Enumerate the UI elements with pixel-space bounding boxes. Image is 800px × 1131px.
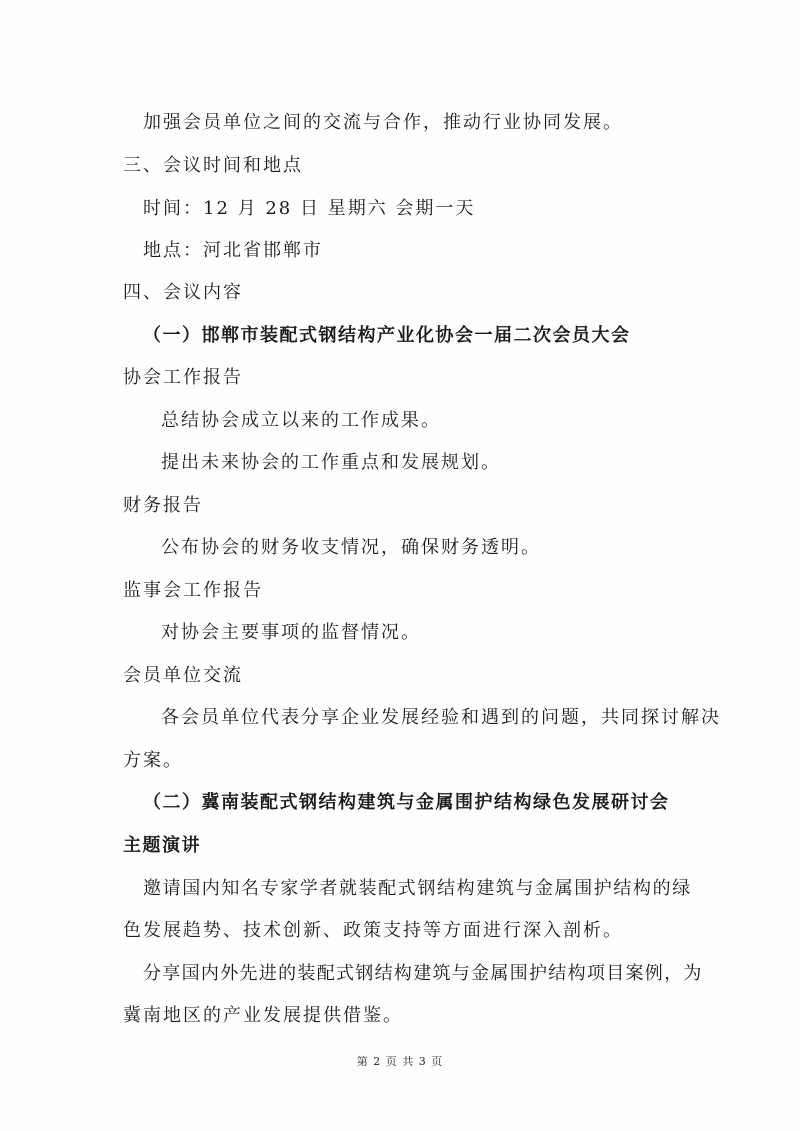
paragraph-line: 各会员单位代表分享企业发展经验和遇到的问题，共同探讨解决 bbox=[161, 707, 721, 728]
paragraph-line: 提出未来协会的工作重点和发展规划。 bbox=[161, 452, 501, 473]
paragraph-line: 对协会主要事项的监督情况。 bbox=[161, 622, 421, 643]
paragraph-line: 方案。 bbox=[123, 750, 183, 771]
meeting-time: 时间：12 月 28 日 星期六 会期一天 bbox=[143, 198, 476, 219]
item-heading: 主题演讲 bbox=[123, 835, 201, 856]
paragraph-line: 总结协会成立以来的工作成果。 bbox=[161, 410, 441, 431]
item-heading: 财务报告 bbox=[123, 495, 203, 516]
paragraph-line: 色发展趋势、技术创新、政策支持等方面进行深入剖析。 bbox=[123, 920, 623, 941]
paragraph-line: 加强会员单位之间的交流与合作，推动行业协同发展。 bbox=[143, 112, 623, 133]
paragraph-line: 分享国内外先进的装配式钢结构建筑与金属围护结构项目案例，为 bbox=[143, 963, 703, 984]
paragraph-line: 公布协会的财务收支情况，确保财务透明。 bbox=[161, 537, 541, 558]
section-heading: 四、会议内容 bbox=[123, 282, 243, 303]
item-heading: 会员单位交流 bbox=[123, 665, 243, 686]
page-number-footer: 第 2 页 共 3 页 bbox=[356, 1055, 444, 1068]
paragraph-line: 冀南地区的产业发展提供借鉴。 bbox=[123, 1005, 403, 1026]
item-heading: 协会工作报告 bbox=[123, 367, 243, 388]
subsection-heading: （二）冀南装配式钢结构建筑与金属围护结构绿色发展研讨会 bbox=[143, 792, 670, 813]
item-heading: 监事会工作报告 bbox=[123, 580, 263, 601]
subsection-heading: （一）邯郸市装配式钢结构产业化协会一届二次会员大会 bbox=[143, 325, 631, 346]
meeting-location: 地点：河北省邯郸市 bbox=[143, 240, 323, 261]
section-heading: 三、会议时间和地点 bbox=[123, 155, 303, 176]
paragraph-line: 邀请国内知名专家学者就装配式钢结构建筑与金属围护结构的绿 bbox=[143, 878, 692, 899]
